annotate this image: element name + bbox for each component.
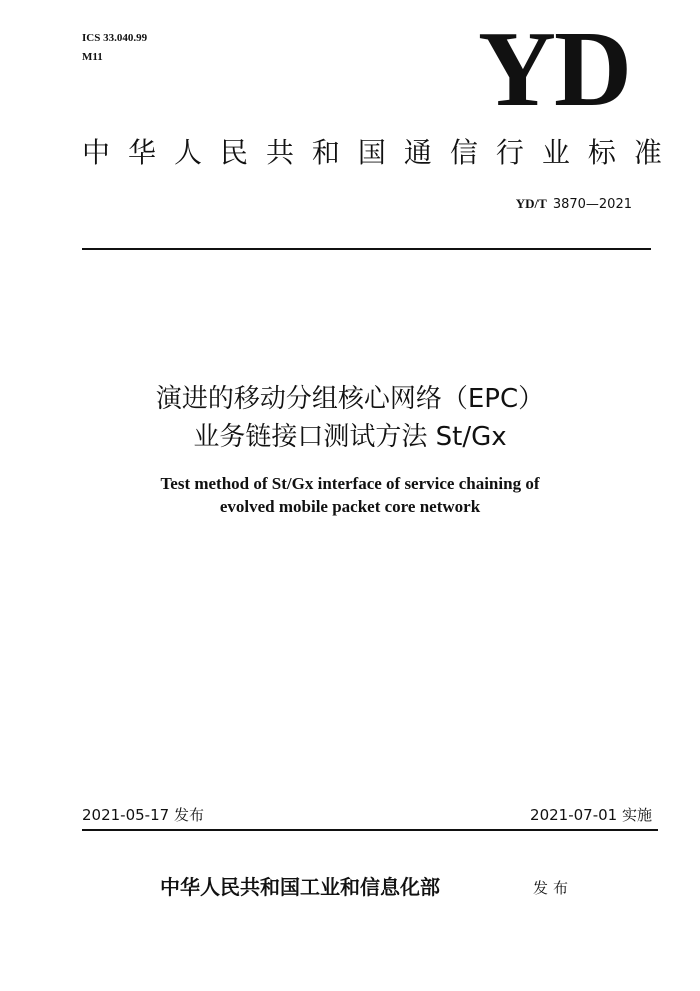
standard-title-char: 标 bbox=[587, 136, 616, 169]
standard-title-char: 准 bbox=[633, 136, 662, 169]
standard-type-title bbox=[82, 136, 662, 170]
bottom-divider bbox=[82, 829, 658, 831]
english-title-line-1: Test method of St/Gx interface of service chaining of bbox=[160, 474, 540, 493]
issue-label: 发布 bbox=[533, 879, 574, 897]
standard-title-char: 共 bbox=[265, 136, 294, 169]
yd-logo: YD bbox=[478, 10, 630, 129]
english-title-line-2: evolved mobile packet core network bbox=[219, 497, 481, 516]
standard-code: YD/T bbox=[515, 196, 547, 211]
standard-title-char: 民 bbox=[219, 136, 248, 169]
standard-title-char: 中 bbox=[82, 136, 111, 169]
standard-title-char: 华 bbox=[127, 136, 156, 169]
standard-title-char: 通 bbox=[403, 136, 432, 169]
standard-title-char: 信 bbox=[449, 136, 478, 169]
standard-title-char: 业 bbox=[541, 136, 570, 169]
top-divider bbox=[82, 248, 651, 250]
implementation-date: 2021-07-01 实施 bbox=[530, 806, 652, 824]
standard-title-char: 和 bbox=[311, 136, 340, 169]
issue-date: 2021-05-17 发布 bbox=[82, 806, 204, 824]
standard-title-char: 人 bbox=[173, 136, 202, 169]
ics-code: ICS 33.040.99 bbox=[82, 32, 148, 44]
chinese-title bbox=[0, 380, 700, 456]
standard-title-char: 国 bbox=[357, 136, 386, 169]
english-title bbox=[0, 472, 700, 518]
chinese-title-line-1: 演进的移动分组核心网络（EPC） bbox=[155, 384, 545, 414]
standard-title-char: 行 bbox=[495, 136, 524, 169]
standard-number-value: 3870—2021 bbox=[552, 197, 632, 212]
issuing-authority: 中华人民共和国工业和信息化部 bbox=[160, 875, 440, 899]
standard-number bbox=[516, 196, 632, 213]
chinese-title-line-2: 业务链接口测试方法 St/Gx bbox=[193, 422, 507, 452]
ccs-code: M11 bbox=[82, 51, 103, 63]
